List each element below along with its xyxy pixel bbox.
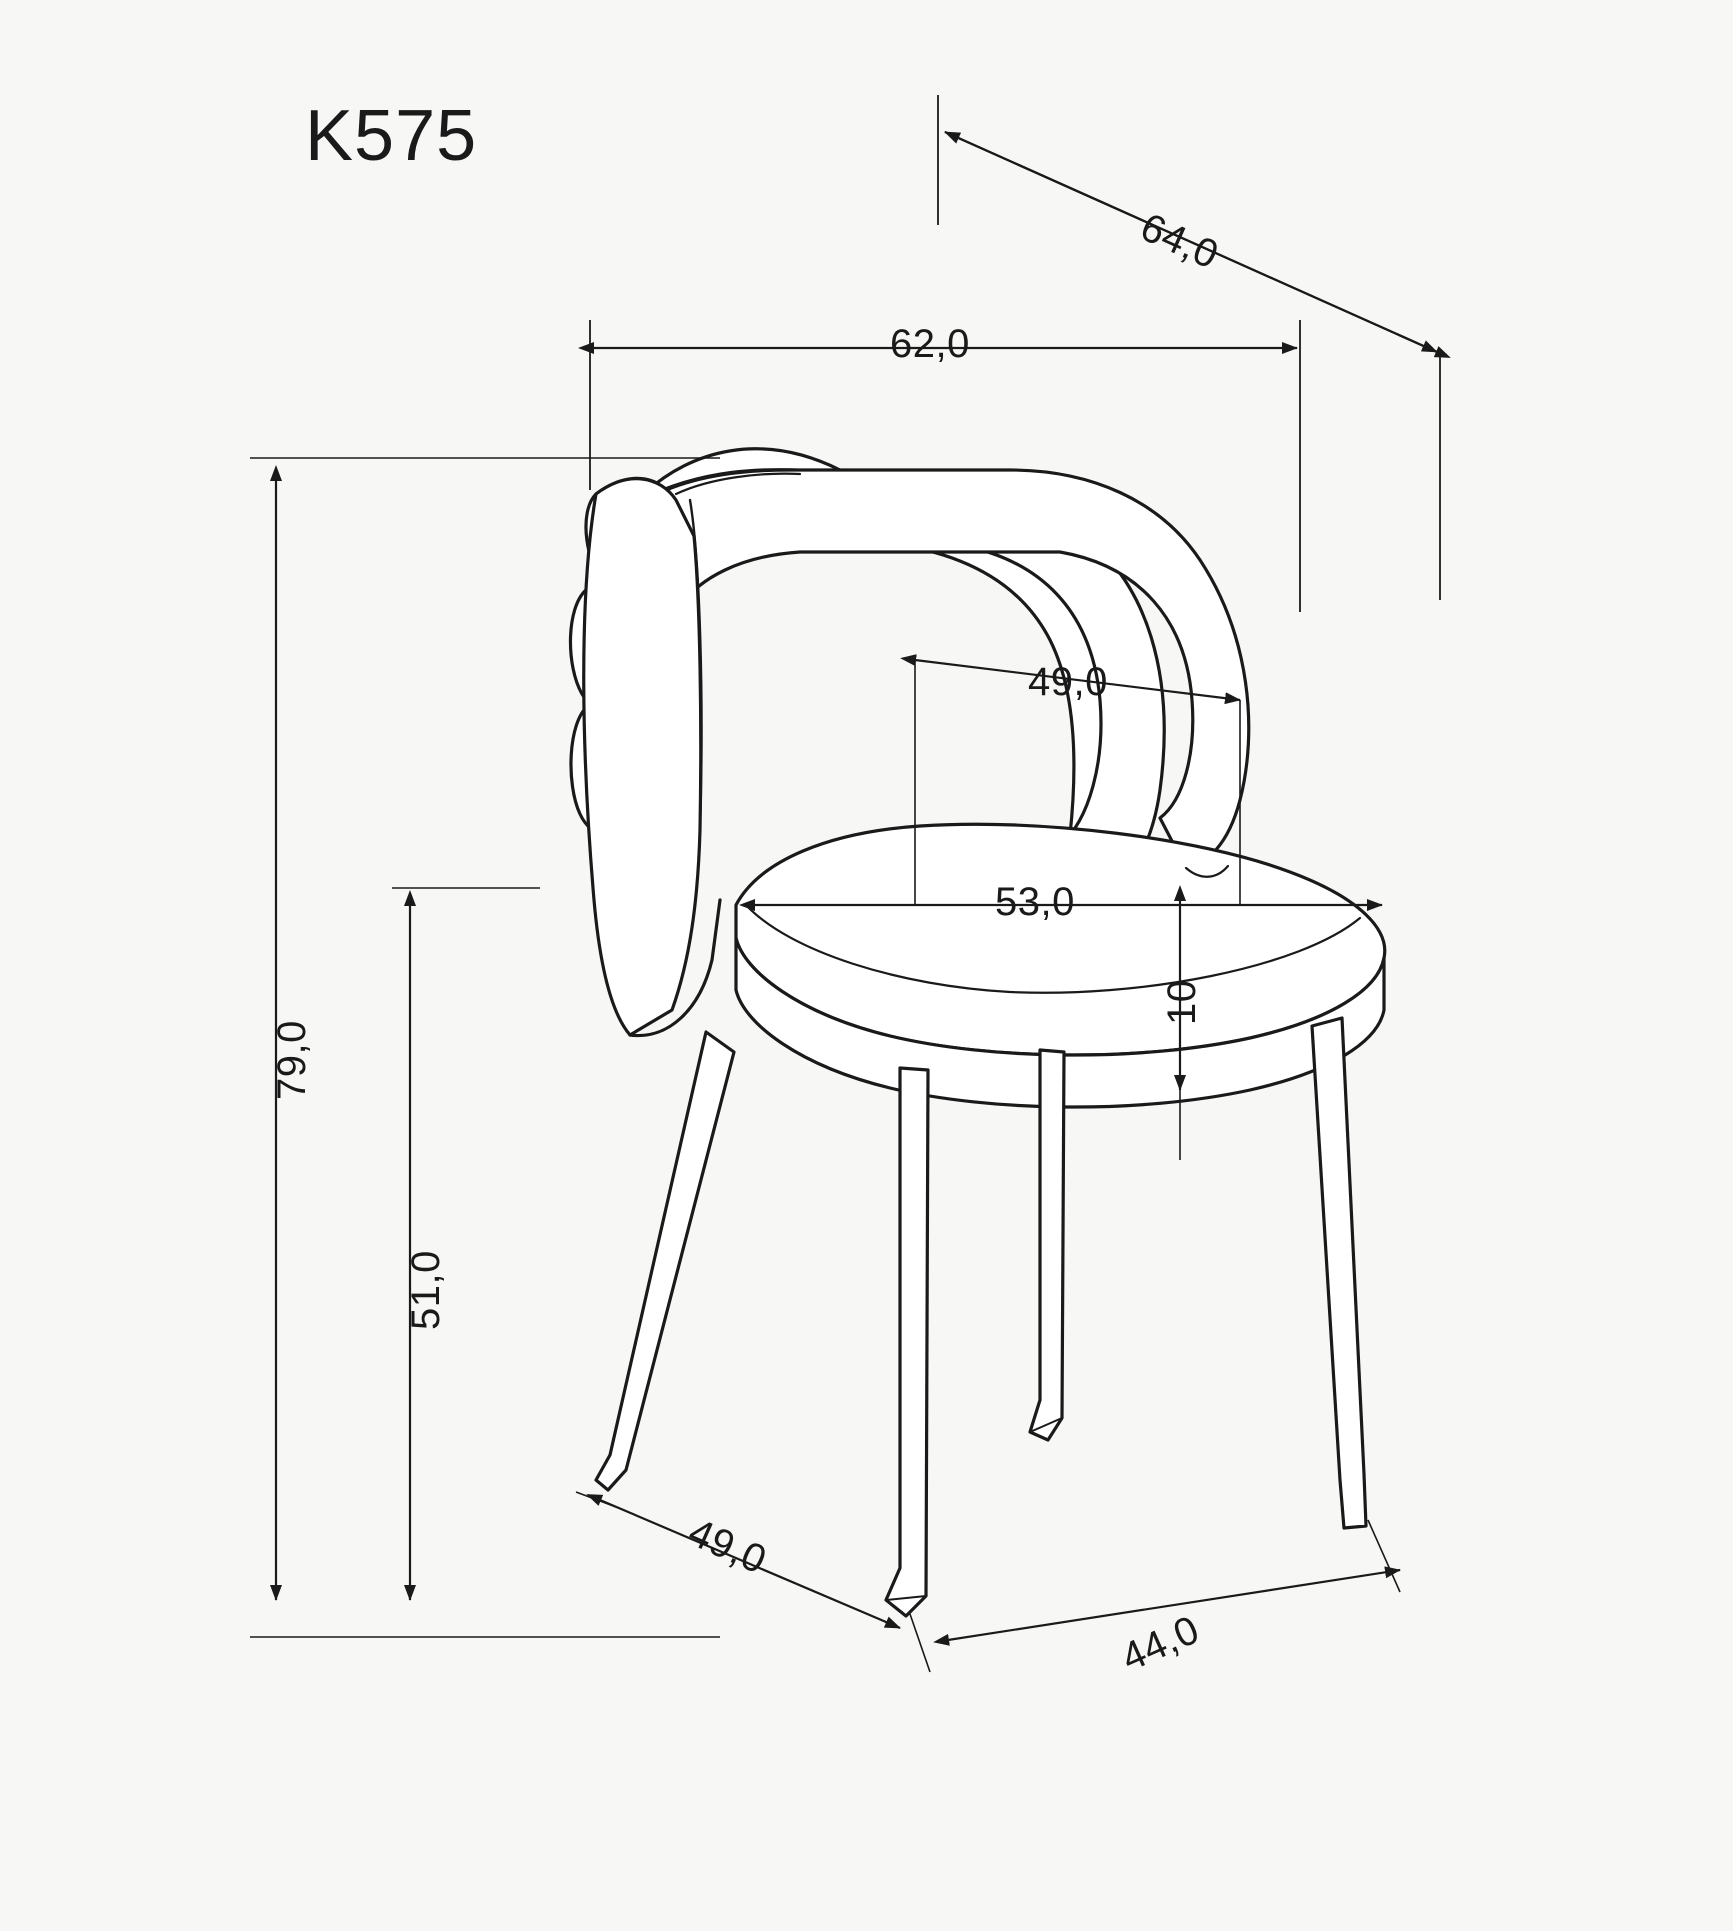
dimension-label-leg-width: 44,0	[1115, 1607, 1206, 1681]
dimension-label-cushion-thickness: 10	[1160, 979, 1204, 1025]
page-title: K575	[305, 96, 478, 176]
dimension-label-seat-width: 53,0	[995, 880, 1075, 924]
dimension-label-total-height: 79,0	[270, 1020, 314, 1100]
dimension-label-depth: 64,0	[1134, 205, 1225, 278]
dimension-label-leg-depth: 49,0	[682, 1510, 773, 1583]
dimension-label-back-inner-width: 49,0	[1028, 660, 1108, 704]
dimension-label-width: 62,0	[890, 322, 970, 366]
chair-outline	[570, 443, 1384, 1616]
dimension-label-seat-height: 51,0	[404, 1250, 448, 1330]
